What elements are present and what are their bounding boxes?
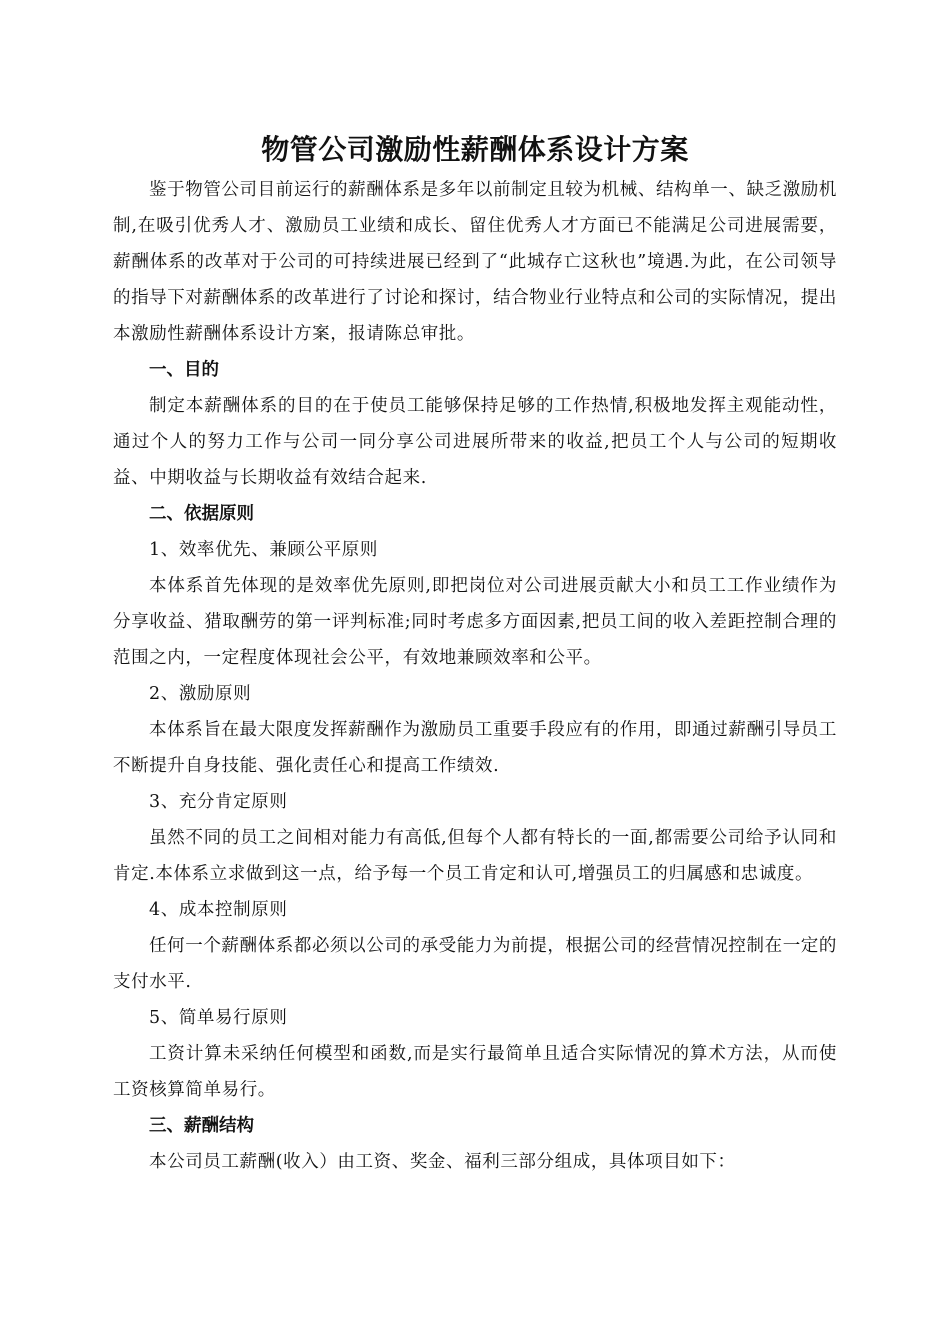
principle-title: 2、激励原则 <box>149 684 252 704</box>
principle-title: 5、简单易行原则 <box>149 1008 288 1028</box>
principle-text: 本体系首先体现的是效率优先原则,即把岗位对公司进展贡献大小和员工工作业绩作为分享收益、猎取酬劳的第一评判标准;同时考虑多方面因素,把员工间的收入差距控制合理的范围之内，一定程度体现社会公平，有效地兼顾效率和公平。 <box>113 576 837 668</box>
principle-title: 4、成本控制原则 <box>149 900 288 920</box>
section-heading-principles: 二、依据原则 <box>149 504 254 524</box>
principle-text: 虽然不同的员工之间相对能力有高低,但每个人都有特长的一面,都需要公司给予认同和肯定.本体系立求做到这一点，给予每一个员工肯定和认可,增强员工的归属感和忠诚度。 <box>113 828 837 884</box>
principle-text: 本体系旨在最大限度发挥薪酬作为激励员工重要手段应有的作用，即通过薪酬引导员工不断提升自身技能、强化责任心和提高工作绩效. <box>113 720 837 776</box>
principle-title: 3、充分肯定原则 <box>149 792 288 812</box>
document-title: 物管公司激励性薪酬体系设计方案 <box>261 133 689 166</box>
section-heading-purpose: 一、目的 <box>149 360 219 380</box>
section-heading-structure: 三、薪酬结构 <box>149 1116 254 1136</box>
principle-title: 1、效率优先、兼顾公平原则 <box>149 540 378 560</box>
principle-text: 工资计算未采纳任何模型和函数,而是实行最简单且适合实际情况的算术方法，从而使工资核算简单易行。 <box>113 1044 837 1100</box>
structure-paragraph: 本公司员工薪酬(收入）由工资、奖金、福利三部分组成，具体项目如下： <box>149 1152 736 1172</box>
principle-text: 任何一个薪酬体系都必须以公司的承受能力为前提，根据公司的经营情况控制在一定的支付水平. <box>113 936 837 992</box>
intro-paragraph: 鉴于物管公司目前运行的薪酬体系是多年以前制定且较为机械、结构单一、缺乏激励机制,在吸引优秀人才、激励员工业绩和成长、留住优秀人才方面已不能满足公司进展需要，薪酬体系的改革对于公司的可持续进展已经到了“此城存亡这秋也”境遇.为此，在公司领导的指导下对薪酬体系的改革进行了讨论和探讨，结合物业行业特点和公司的实际情况，提出本激励性薪酬体系设计方案，报请陈总审批。 <box>113 180 837 344</box>
purpose-paragraph: 制定本薪酬体系的目的在于使员工能够保持足够的工作热情,积极地发挥主观能动性，通过个人的努力工作与公司一同分享公司进展所带来的收益,把员工个人与公司的短期收益、中期收益与长期收益有效结合起来. <box>113 396 837 488</box>
document-body <box>113 128 837 1180</box>
